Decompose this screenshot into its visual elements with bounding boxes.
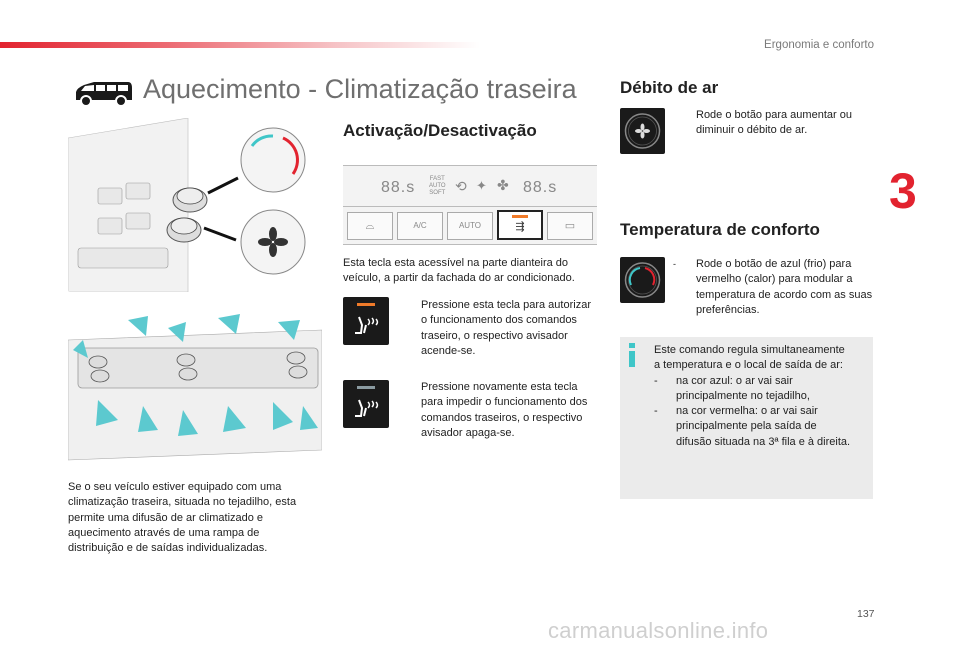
rear-demist-button[interactable]: ▭ bbox=[547, 212, 593, 240]
info-item-red: - na cor vermelha: o ar vai sair principalmente pela saída de difusão situada na 3ª fila e à direita. bbox=[654, 405, 851, 448]
temperature-knob-image bbox=[620, 257, 665, 303]
seat-airflow-icon bbox=[352, 396, 380, 420]
left-temp-display: 88.s bbox=[381, 179, 416, 196]
activation-heading: Activação/Desactivação bbox=[343, 121, 537, 140]
info-text: Este comando regula simultaneamente a temperatura e o local de saída de ar: - na cor azul: o ar vai sair principalmente no tejadilho, - na cor vermelha: o ar vai sair principalmente pela saída de difusão situada na 3ª fila e à direita. bbox=[654, 343, 869, 450]
seat-airflow-icon: ✦ bbox=[476, 178, 487, 193]
van-icon bbox=[72, 80, 134, 108]
rear-climate-key-on bbox=[343, 297, 389, 345]
rear-seat-airflow-icon: ⇶ bbox=[515, 221, 525, 233]
info-icon bbox=[627, 343, 637, 367]
chapter-number: 3 bbox=[889, 163, 917, 219]
airflow-heading: Débito de ar bbox=[620, 78, 719, 97]
ac-button[interactable]: A/C bbox=[397, 212, 443, 240]
seat-airflow-icon bbox=[352, 313, 380, 337]
front-demist-button[interactable]: ⌓ bbox=[347, 212, 393, 240]
page-title: Aquecimento - Climatização traseira bbox=[143, 74, 577, 104]
rear-climate-key-off bbox=[343, 380, 389, 428]
activation-bullet-off: Pressione novamente esta tecla para impedir o funcionamento dos comandos traseiros, o respectivo avisador apaga-se. bbox=[421, 381, 588, 439]
chapter-color-bar bbox=[0, 42, 480, 48]
info-box bbox=[620, 337, 873, 499]
fan-knob-image bbox=[620, 108, 665, 154]
rear-controls-illustration bbox=[68, 118, 322, 292]
auto-button[interactable]: AUTO bbox=[447, 212, 493, 240]
intro-paragraph: Se o seu veículo estiver equipado com uma climatização traseira, situada no tejadilho, esta permite uma difusão de ar climatizado e aquecimento através de uma rampa de distribuição e de saídas individualizadas. bbox=[68, 481, 297, 555]
right-temp-display: 88.s bbox=[523, 179, 558, 196]
chapter-name: Ergonomia e conforto bbox=[764, 39, 874, 51]
mode-labels: FAST AUTO SOFT bbox=[429, 176, 446, 196]
climate-control-panel bbox=[343, 165, 597, 245]
comfort-bullet: - Rode o botão de azul (frio) para vermelho (calor) para modular a temperatura de acordo com as suas preferências. bbox=[673, 258, 873, 316]
recirculation-icon: ⟲ bbox=[455, 178, 467, 194]
bullet-mark: - bbox=[673, 259, 676, 269]
airflow-diffusion-illustration bbox=[68, 310, 322, 470]
info-item-blue: - na cor azul: o ar vai sair principalmente no tejadilho, bbox=[654, 374, 810, 402]
fan-icon: ✤ bbox=[497, 177, 509, 193]
activation-bullet-on: Pressione esta tecla para autorizar o funcionamento dos comandos traseiro, o respectivo avisador acende-se. bbox=[421, 299, 591, 357]
rear-climate-button[interactable] bbox=[497, 210, 543, 240]
page-number: 137 bbox=[857, 608, 875, 620]
fan-icon bbox=[620, 108, 665, 154]
airflow-bullet: Rode o botão para aumentar ou diminuir o débito de ar. bbox=[696, 109, 852, 137]
activation-description: Esta tecla esta acessível na parte dianteira do veículo, a partir da fachada do ar condicionado. bbox=[343, 257, 575, 285]
temperature-dial-icon bbox=[620, 257, 665, 303]
comfort-heading: Temperatura de conforto bbox=[620, 220, 820, 239]
watermark: carmanualsonline.info bbox=[548, 618, 769, 643]
